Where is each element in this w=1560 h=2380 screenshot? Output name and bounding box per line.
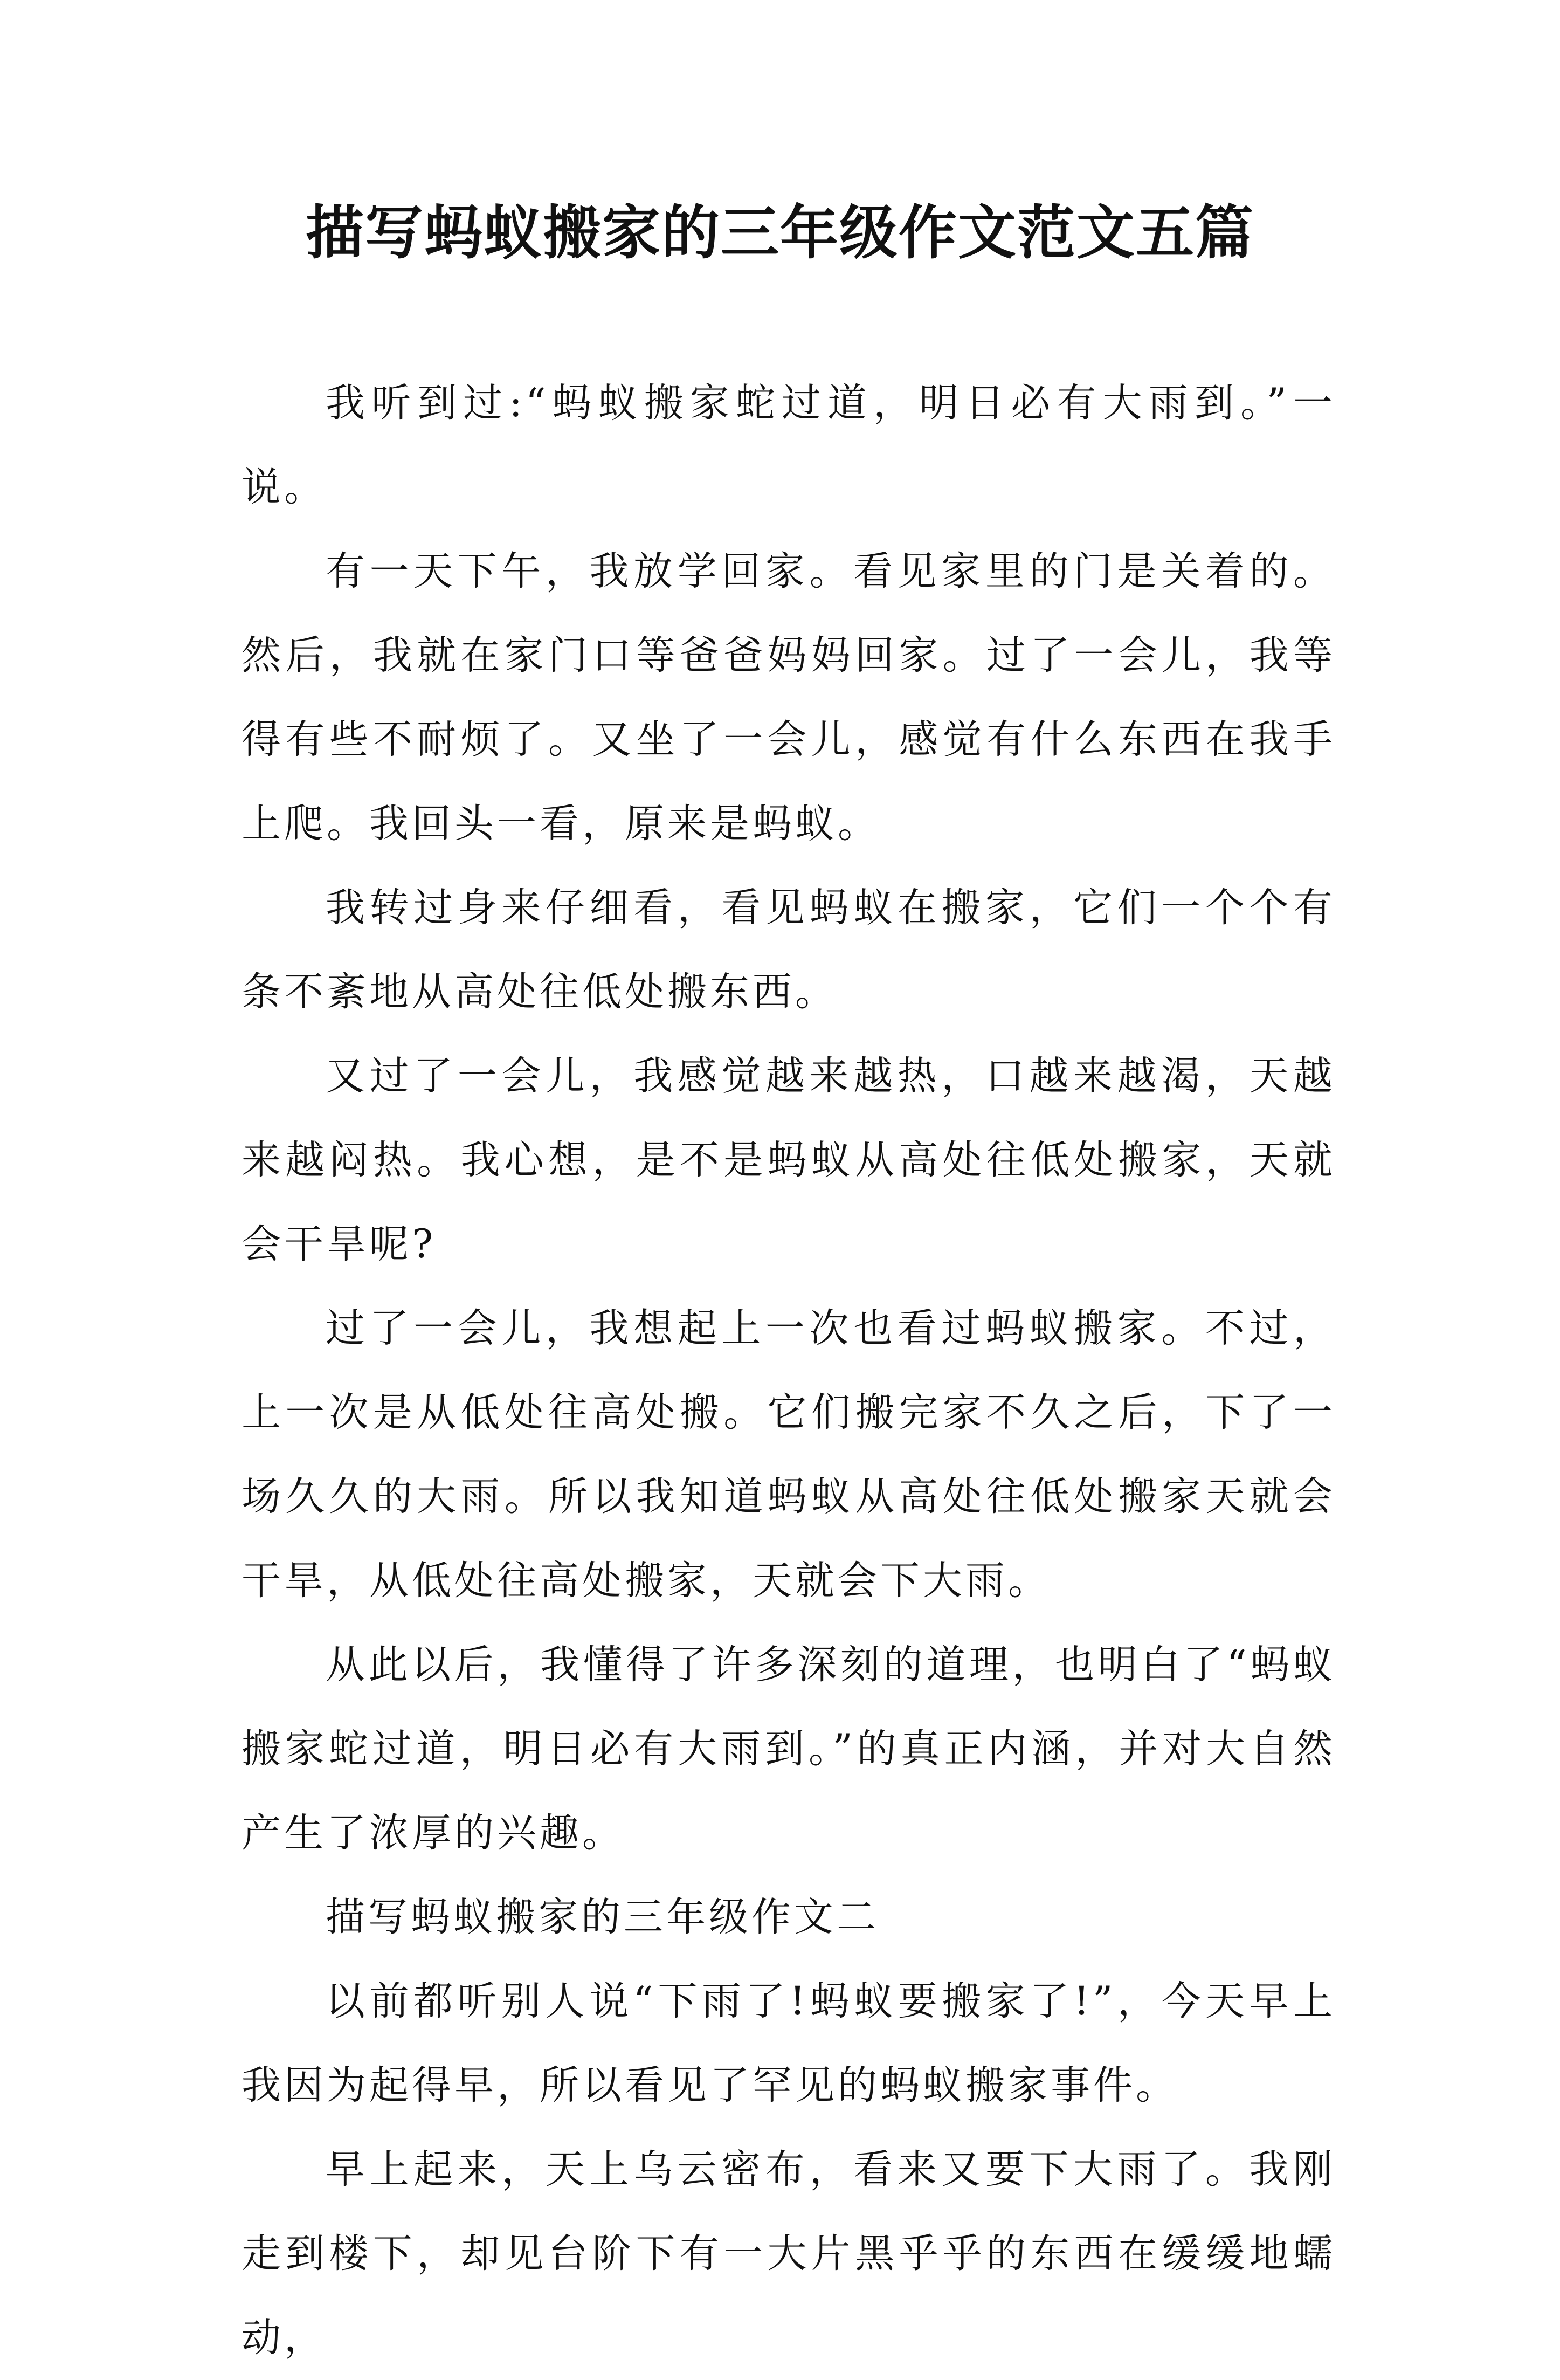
paragraph: 我听到过:“蚂蚁搬家蛇过道，明日必有大雨到。”一说。 <box>241 380 1336 510</box>
paragraph: 过了一会儿，我想起上一次也看过蚂蚁搬家。不过，上一次是从低处往高处搬。它们搬完家不久之后，下了一场久久的大雨。所以我知道蚂蚁从高处往低处搬家天就会干旱，从低处往高处搬家，天就会下大雨。 <box>241 1305 1336 1604</box>
paragraph: 又过了一会儿，我感觉越来越热，口越来越渴，天越来越闷热。我心想，是不是蚂蚁从高处往低处搬家，天就会干旱呢? <box>241 1053 1336 1267</box>
document-title: 描写蚂蚁搬家的三年级作文范文五篇 <box>305 199 1254 267</box>
paragraph: 我转过身来仔细看，看见蚂蚁在搬家，它们一个个有条不紊地从高处往低处搬东西。 <box>241 885 1336 1015</box>
section-heading: 描写蚂蚁搬家的三年级作文二 <box>326 1894 879 1940</box>
paragraph: 有一天下午，我放学回家。看见家里的门是关着的。然后，我就在家门口等爸爸妈妈回家。过了一会儿，我等得有些不耐烦了。又坐了一会儿，感觉有什么东西在我手上爬。我回头一看，原来是蚂蚁。 <box>241 548 1336 847</box>
paragraph: 从此以后，我懂得了许多深刻的道理，也明白了“蚂蚁搬家蛇过道，明日必有大雨到。”的真正内涵，并对大自然产生了浓厚的兴趣。 <box>241 1642 1336 1856</box>
paragraph: 早上起来，天上乌云密布，看来又要下大雨了。我刚走到楼下，却见台阶下有一大片黑乎乎的东西在缓缓地蠕动， <box>241 2147 1336 2361</box>
document-body <box>241 361 1336 2380</box>
paragraph: 以前都听别人说“下雨了!蚂蚁要搬家了!”，今天早上我因为起得早，所以看见了罕见的蚂蚁搬家事件。 <box>241 1978 1336 2108</box>
